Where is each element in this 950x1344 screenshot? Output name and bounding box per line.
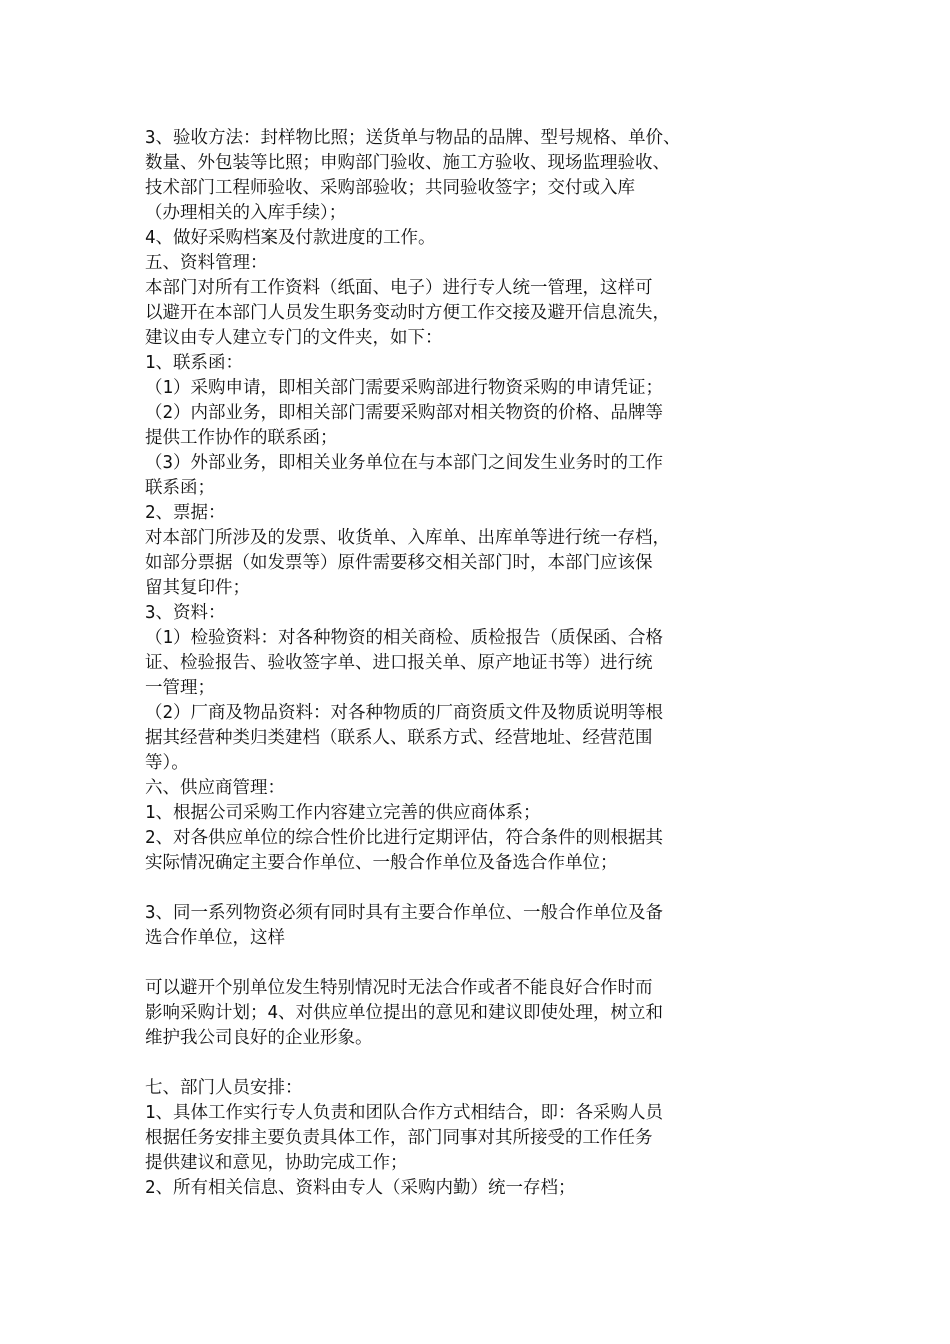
text-line: 以避开在本部门人员发生职务变动时方便工作交接及避开信息流失，	[145, 303, 670, 323]
text-line: 可以避开个别单位发生特别情况时无法合作或者不能良好合作时而	[145, 978, 653, 998]
text-line: （2）厂商及物品资料：对各种物质的厂商资质文件及物质说明等根	[145, 703, 664, 723]
text-line: （2）内部业务，即相关部门需要采购部对相关物资的价格、品牌等	[145, 403, 664, 423]
blank-line	[145, 1051, 825, 1076]
text-line: 数量、外包装等比照；申购部门验收、施工方验收、现场监理验收、	[145, 153, 670, 173]
text-line: 3、资料：	[145, 603, 226, 623]
text-line: 据其经营种类归类建档（联系人、联系方式、经营地址、经营范围	[145, 728, 653, 748]
text-line: 等）。	[145, 753, 189, 773]
text-line: 如部分票据（如发票等）原件需要移交相关部门时，本部门应该保	[145, 553, 653, 573]
blank-line	[145, 876, 825, 901]
document-body	[145, 126, 825, 1201]
text-line: 实际情况确定主要合作单位、一般合作单位及备选合作单位；	[145, 853, 618, 873]
text-line: 2、对各供应单位的综合性价比进行定期评估，符合条件的则根据其	[145, 828, 664, 848]
blank-line	[145, 951, 825, 976]
text-line: 证、检验报告、验收签字单、进口报关单、原产地证书等）进行统	[145, 653, 653, 673]
text-line: 一管理；	[145, 678, 215, 698]
section-heading: 六、供应商管理：	[145, 778, 285, 798]
text-line: （1）检验资料：对各种物资的相关商检、质检报告（质保函、合格	[145, 628, 664, 648]
text-line: 1、联系函：	[145, 353, 244, 373]
text-line: （办理相关的入库手续）；	[145, 203, 347, 223]
text-line: 联系函；	[145, 478, 215, 498]
text-line: 1、根据公司采购工作内容建立完善的供应商体系；	[145, 803, 541, 823]
text-line: 1、具体工作实行专人负责和团队合作方式相结合，即：各采购人员	[145, 1103, 664, 1123]
text-line: 影响采购计划；4、对供应单位提出的意见和建议即使处理，树立和	[145, 1003, 664, 1023]
text-line: 提供建议和意见，协助完成工作；	[145, 1153, 408, 1173]
text-line: 3、验收方法：封样物比照；送货单与物品的品牌、型号规格、单价、	[145, 128, 681, 148]
text-line: （3）外部业务，即相关业务单位在与本部门之间发生业务时的工作	[145, 453, 664, 473]
text-line: 选合作单位，这样	[145, 928, 285, 948]
text-line: 2、票据：	[145, 503, 226, 523]
text-line: 根据任务安排主要负责具体工作，部门同事对其所接受的工作任务	[145, 1128, 653, 1148]
text-line: 4、做好采购档案及付款进度的工作。	[145, 228, 436, 248]
text-line: 维护我公司良好的企业形象。	[145, 1028, 373, 1048]
text-line: 留其复印件；	[145, 578, 250, 598]
text-line: （1）采购申请，即相关部门需要采购部进行物资采购的申请凭证；	[145, 378, 664, 398]
text-line: 建议由专人建立专门的文件夹，如下：	[145, 328, 443, 348]
section-heading: 五、资料管理：	[145, 253, 268, 273]
section-heading: 七、部门人员安排：	[145, 1078, 303, 1098]
text-line: 本部门对所有工作资料（纸面、电子）进行专人统一管理，这样可	[145, 278, 653, 298]
text-line: 对本部门所涉及的发票、收货单、入库单、出库单等进行统一存档，	[145, 528, 670, 548]
text-line: 3、同一系列物资必须有同时具有主要合作单位、一般合作单位及备	[145, 903, 664, 923]
text-line: 提供工作协作的联系函；	[145, 428, 338, 448]
text-line: 2、所有相关信息、资料由专人（采购内勤）统一存档；	[145, 1178, 576, 1198]
text-line: 技术部门工程师验收、采购部验收；共同验收签字；交付或入库	[145, 178, 635, 198]
